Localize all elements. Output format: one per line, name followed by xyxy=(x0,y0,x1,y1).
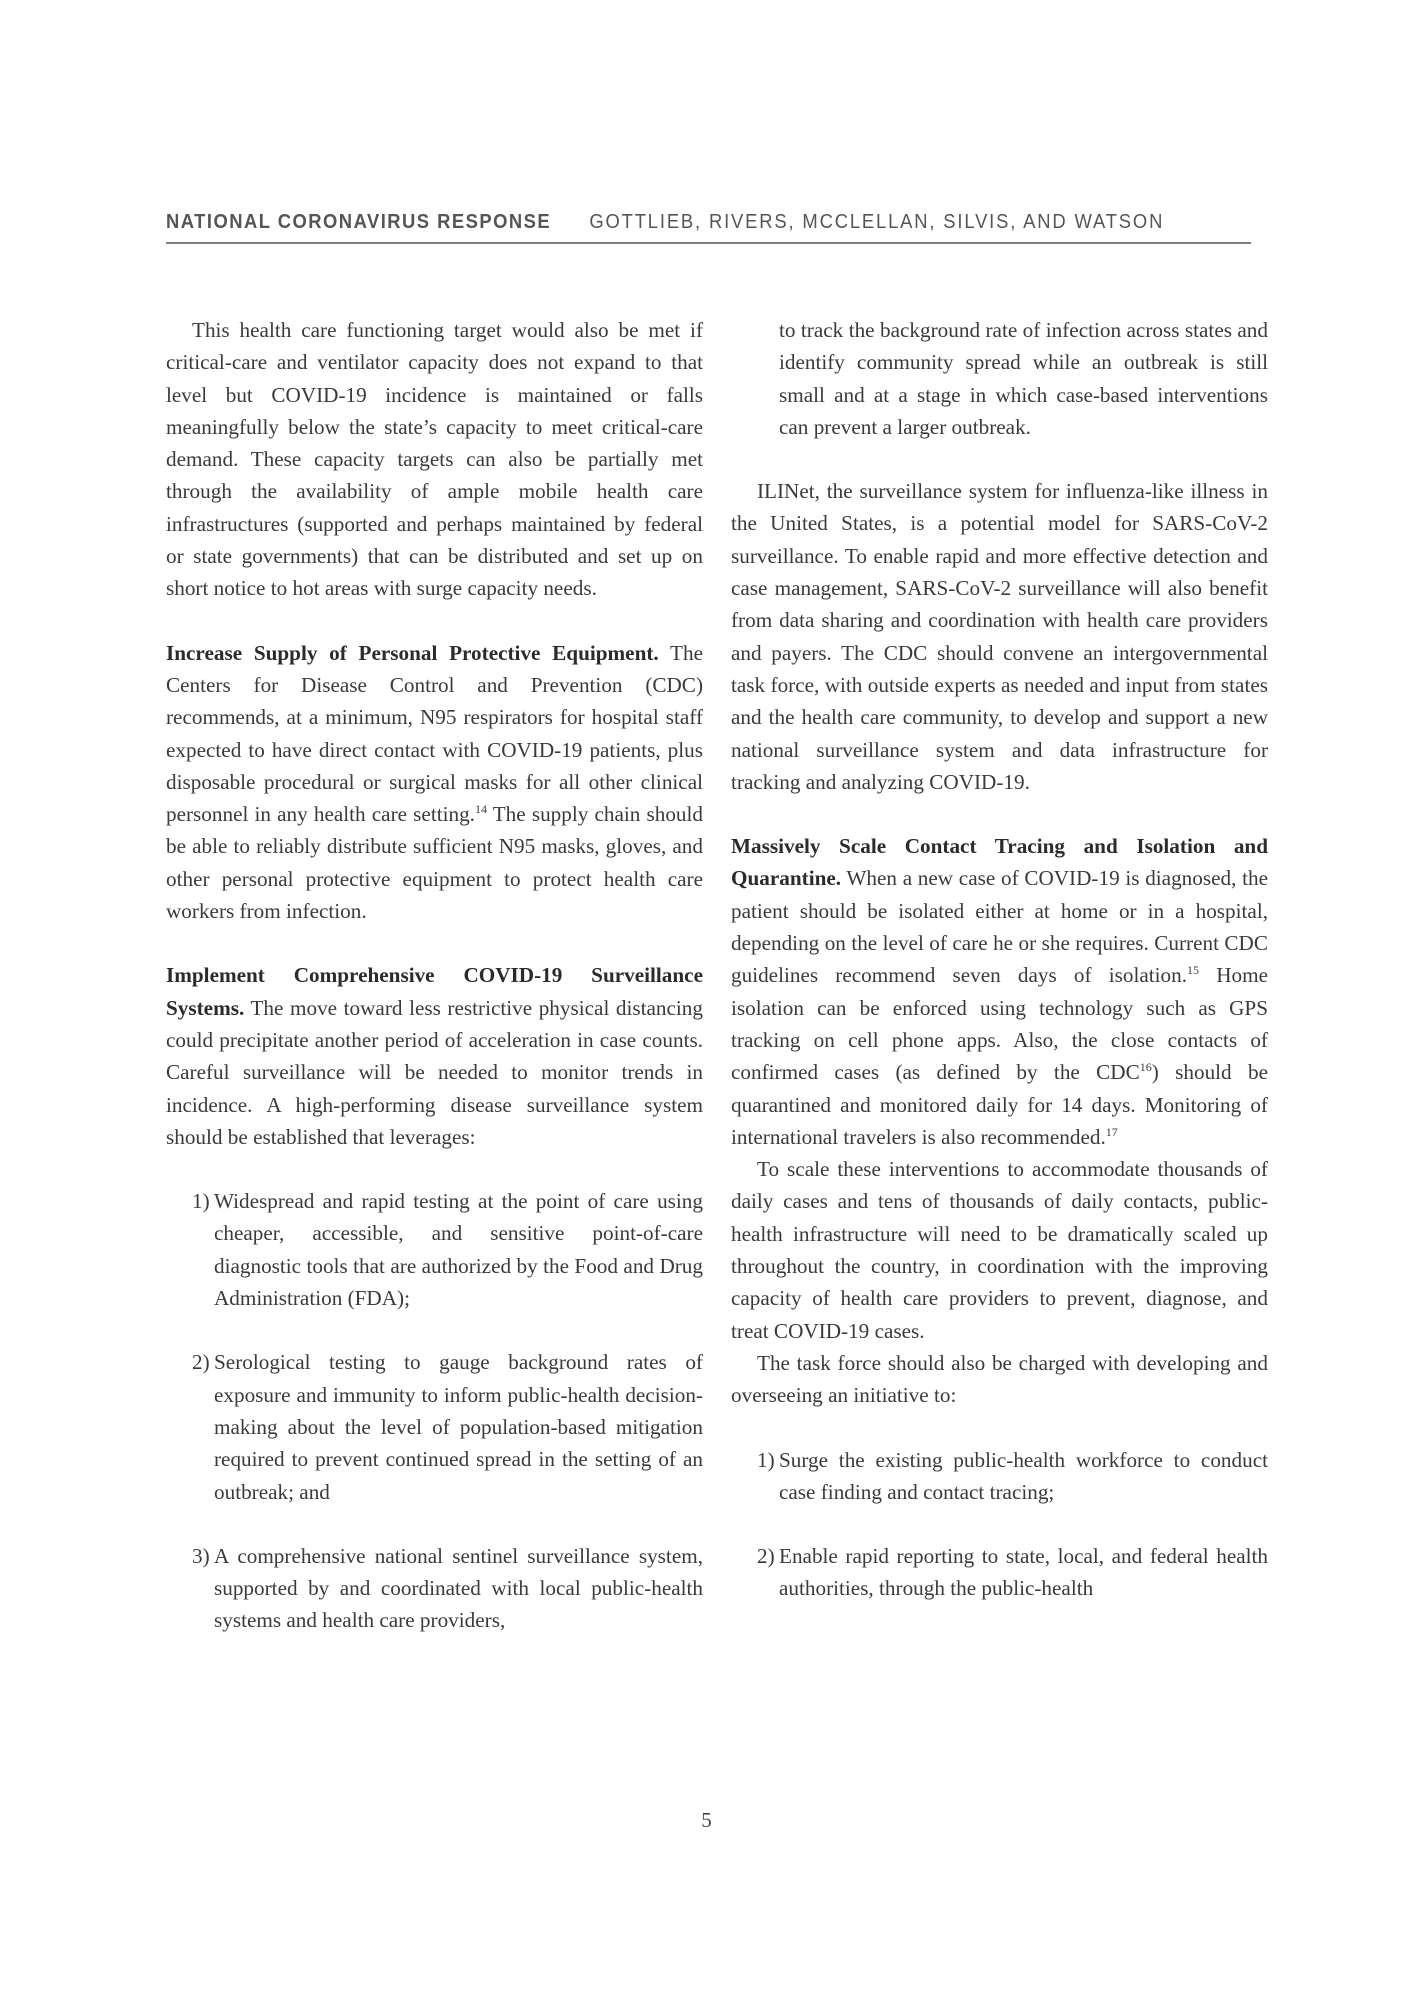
list-number: 3) xyxy=(192,1543,210,1568)
list-item xyxy=(757,1444,1268,1509)
ppe-text-cont: The supply chain should be able to reliably distribute sufficient N95 masks, gloves, and other personal protective equipment to protect health care workers from infection. xyxy=(166,802,703,924)
section-heading-surveillance: Implement Comprehensive COVID-19 Surveillance Systems. xyxy=(166,963,703,1020)
list-item-continuation: to track the background rate of infection across states and identify community spread while an outbreak is still small and at a stage in which case-based interventions can prevent a larger outbreak. xyxy=(779,318,1268,439)
surveillance-text: The move toward less restrictive physical distancing could precipitate another period of acceleration in case counts. Careful surveillance will be needed to monitor trends in incidence. A high-performing disease surveillance system should be established that leverages: xyxy=(166,995,703,1149)
contact-text-cont: Home isolation can be enforced using technology such as GPS tracking on cell phone apps. Also, the close contacts of confirmed cases (as defined by the CDC xyxy=(731,963,1268,1085)
list-item xyxy=(192,1346,703,1507)
ppe-text: The Centers for Disease Control and Prevention (CDC) recommends, at a minimum, N95 respirators for hospital staff expected to have direct contact with COVID-19 patients, plus disposable procedural or surgical masks for all other clinical personnel in any health care setting. xyxy=(166,640,703,827)
list-number: 2) xyxy=(757,1544,775,1569)
contact-text-cont2: ) should be quarantined and monitored daily for 14 days. Monitoring of international travelers is also recommended. xyxy=(731,1060,1268,1149)
paragraph-ppe xyxy=(166,637,703,928)
running-header xyxy=(166,211,1164,234)
paragraph-scale: To scale these interventions to accommodate thousands of daily cases and tens of thousands of daily contacts, public-health infrastructure will need to be dramatically scaled up throughout the country, in coordination with the improving capacity of health care providers to prevent, diagnose, and treat COVID-19 cases. xyxy=(731,1157,1268,1343)
list-text: A comprehensive national sentinel surveillance system, supported by and coordinated with local public-health systems and health care providers, xyxy=(214,1543,703,1633)
list-text: Serological testing to gauge background rates of exposure and immunity to inform public-health decision-making about the level of population-based mitigation required to prevent continued spread in the setting of an outbreak; and xyxy=(214,1350,703,1504)
paragraph-task-force: The task force should also be charged with developing and overseeing an initiative to: xyxy=(731,1350,1268,1408)
list-number: 2) xyxy=(192,1350,210,1375)
footnote-ref-14[interactable]: 14 xyxy=(474,802,487,817)
paragraph-capacity-target: This health care functioning target would also be met if critical-care and ventilator capacity does not expand to that level but COVID-19 incidence is maintained or falls meaningfully below the state’s capacity to meet critical-care demand. These capacity targets can also be partially met through the availability of ample mobile health care infrastructures (supported and perhaps maintained by federal or state governments) that can be distributed and set up on short notice to hot areas with surge capacity needs. xyxy=(166,318,703,601)
list-item xyxy=(192,1185,703,1314)
footnote-ref-16[interactable]: 16 xyxy=(1139,1060,1152,1075)
list-item xyxy=(192,1540,703,1637)
paragraph-ilinet: ILINet, the surveillance system for influenza-like illness in the United States, is a potential model for SARS-CoV-2 surveillance. To enable rapid and more effective detection and case management, SARS-CoV-2 surveillance will also benefit from data sharing and coordination with health care providers and payers. The CDC should convene an intergovernmental task force, with outside experts as needed and input from states and the health care community, to develop and support a new national surveillance system and data infrastructure for tracking and analyzing COVID-19. xyxy=(731,479,1268,794)
list-item xyxy=(757,1540,1268,1605)
header-authors: GOTTLIEB, RIVERS, MCCLELLAN, SILVIS, AND WATSON xyxy=(589,211,1165,233)
section-heading-ppe: Increase Supply of Personal Protective Equipment. xyxy=(166,640,659,665)
list-number: 1) xyxy=(192,1189,210,1214)
list-text: Surge the existing public-health workforce to conduct case finding and contact tracing; xyxy=(779,1447,1268,1504)
list-number: 1) xyxy=(757,1447,775,1472)
right-column xyxy=(731,314,1268,1605)
page-number: 5 xyxy=(701,1808,712,1832)
contact-text: When a new case of COVID-19 is diagnosed, the patient should be isolated either at home or in a hospital, depending on the level of care he or she requires. Current CDC guidelines recommend seven days of isolation. xyxy=(731,866,1268,988)
header-title: NATIONAL CORONAVIRUS RESPONSE xyxy=(166,211,552,233)
footnote-ref-15[interactable]: 15 xyxy=(1187,963,1200,978)
left-column xyxy=(166,314,703,1637)
footnote-ref-17[interactable]: 17 xyxy=(1105,1124,1118,1139)
section-heading-contact-tracing: Massively Scale Contact Tracing and Isolation and Quarantine. xyxy=(731,834,1268,891)
header-rule xyxy=(166,242,1251,244)
list-text: Enable rapid reporting to state, local, and federal health authorities, through the public-health xyxy=(779,1544,1268,1601)
paragraph-contact-tracing xyxy=(731,830,1268,1153)
list-text: Widespread and rapid testing at the point of care using cheaper, accessible, and sensitive point-of-care diagnostic tools that are authorized by the Food and Drug Administration (FDA); xyxy=(214,1189,703,1311)
paragraph-surveillance xyxy=(166,959,703,1153)
